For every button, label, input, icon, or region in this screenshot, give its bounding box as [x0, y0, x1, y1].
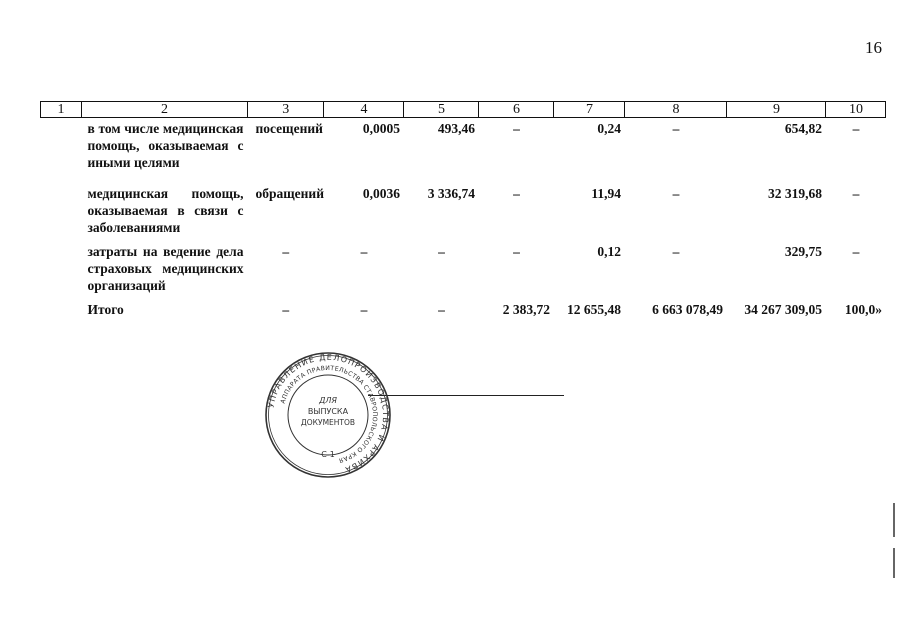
cell-c4: – — [360, 302, 368, 317]
cell-c5: 493,46 — [437, 121, 475, 136]
cell-c8: – — [672, 186, 680, 201]
cell-c10: – — [852, 244, 860, 259]
official-stamp — [263, 350, 393, 480]
cell-c5: – — [438, 302, 445, 317]
row-name: Итого — [87, 302, 124, 317]
stamp-center-line1: ДЛЯ — [319, 396, 337, 405]
cell-c9: 34 267 309,05 — [744, 302, 822, 317]
cell-c6: – — [513, 244, 520, 259]
stamp-outer-text: УПРАВЛЕНИЕ ДЕЛОПРОИЗВОДСТВА И АРХИВА — [266, 352, 391, 475]
row-unit: – — [282, 244, 290, 259]
column-header: 6 — [479, 102, 554, 118]
row-name: медицинская помощь, оказываемая в связи с заболеваниями — [87, 186, 244, 235]
column-header: 4 — [324, 102, 404, 118]
table-row — [41, 243, 886, 301]
row-name: в том числе медицинская помощь, оказываемая с иными целями — [87, 121, 244, 170]
cell-c10: – — [852, 121, 860, 136]
signature-line — [368, 395, 564, 396]
cell-c6: 2 383,72 — [502, 302, 550, 317]
cell-c10: – — [852, 186, 860, 201]
cell-c4: 0,0005 — [362, 121, 400, 136]
row-unit: – — [282, 302, 290, 317]
cell-c9: 329,75 — [784, 244, 822, 259]
cell-c9: 654,82 — [784, 121, 822, 136]
data-table — [40, 101, 886, 321]
cell-c7: 0,12 — [597, 244, 621, 259]
cell-c10: 100,0» — [844, 302, 882, 317]
column-header: 8 — [625, 102, 727, 118]
table-row — [41, 185, 886, 243]
scan-artifact — [893, 548, 895, 578]
cell-c6: – — [513, 186, 520, 201]
row-unit: посещений — [255, 121, 323, 136]
cell-c8: – — [672, 121, 680, 136]
cell-c7: 0,24 — [597, 121, 621, 136]
row-name: затраты на ведение дела страховых медицинских организаций — [87, 244, 244, 293]
stamp-code: С-1 — [321, 450, 335, 459]
table-row — [41, 118, 886, 186]
table-header-row — [41, 102, 886, 118]
cell-c4: 0,0036 — [362, 186, 400, 201]
cell-c5: – — [438, 244, 445, 259]
cell-c8: 6 663 078,49 — [652, 302, 723, 317]
table-row-total — [41, 301, 886, 321]
scan-artifact — [893, 503, 895, 537]
cell-c9: 32 319,68 — [767, 186, 822, 201]
stamp-inner-text: АППАРАТА ПРАВИТЕЛЬСТВА СТАВРОПОЛЬСКОГО КРАЯ — [279, 364, 379, 464]
column-header: 9 — [727, 102, 826, 118]
column-header: 5 — [404, 102, 479, 118]
cell-c8: – — [672, 244, 680, 259]
column-header: 10 — [826, 102, 886, 118]
cell-c7: 11,94 — [591, 186, 621, 201]
stamp-center-line2: ВЫПУСКА — [307, 407, 349, 416]
cell-c4: – — [360, 244, 368, 259]
cell-c5: 3 336,74 — [427, 186, 475, 201]
column-header: 1 — [41, 102, 82, 118]
column-header: 2 — [82, 102, 248, 118]
cell-c6: – — [513, 121, 520, 136]
page-number: 16 — [865, 38, 882, 57]
column-header: 3 — [248, 102, 324, 118]
stamp-center-line3: ДОКУМЕНТОВ — [300, 418, 356, 427]
cell-c7: 12 655,48 — [566, 302, 621, 317]
row-unit: обращений — [255, 186, 324, 201]
column-header: 7 — [554, 102, 625, 118]
